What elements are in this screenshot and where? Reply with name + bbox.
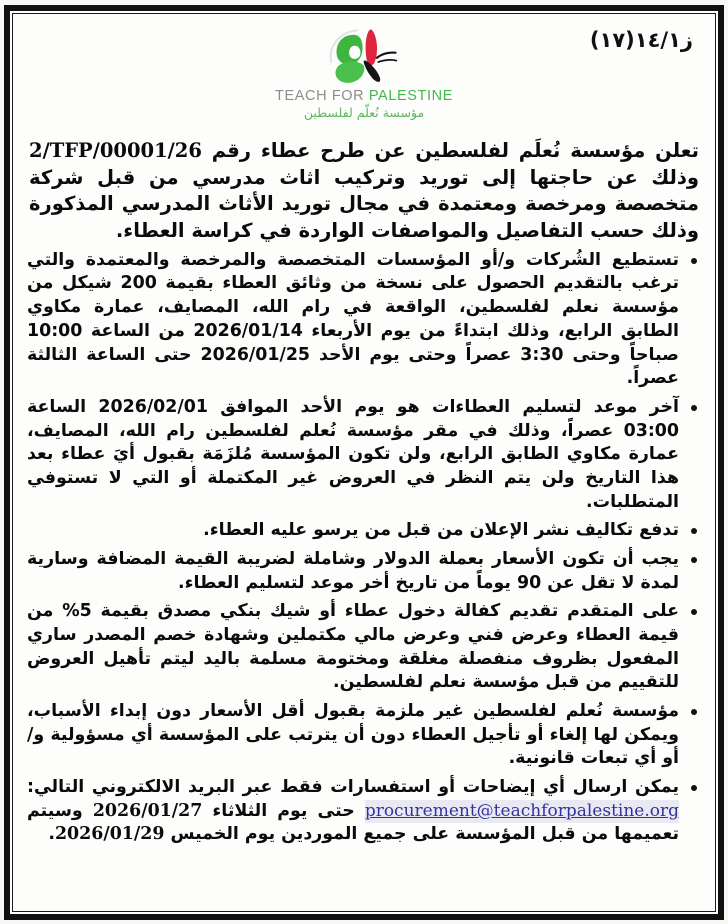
butterfly-icon [321, 26, 407, 88]
clause-item-advertising-costs [27, 519, 701, 543]
announcement-body [27, 138, 701, 847]
intro-text-part-1: تعلن مؤسسة نُعلَم لفلسطين عن طرح عطاء رقم [201, 139, 699, 162]
document-header [27, 24, 701, 136]
procurement-email-link[interactable]: procurement@teachforpalestine.org [365, 800, 679, 823]
reference-code: ز١٤/١(١٧) [589, 28, 693, 52]
clause-item-inquiries [27, 776, 701, 847]
clause-item-submission-deadline [27, 396, 701, 514]
clause-text: على المتقدم تقديم كفالة دخول عطاء أو شيك بنكي مصدق بقيمة 5% من قيمة العطاء وعرض فني وعرض مالي مكتملين وشهادة خصم المصدر ساري المفعول بظروف منفصلة مغلقة ومختومة مسلمة باليد ليتم تأهيل العروض للتقييم من قبل مؤسسة نعلم لفلسطين. [27, 601, 679, 693]
inquiry-tail-text-2: وسيتم تعميمها من قبل المؤسسة على جميع الموردين يوم الخميس [27, 800, 679, 845]
intro-text-part-2: وذلك عن حاجتها إلى توريد وتركيب اثاث مدرسي من قبل شركة متخصصة ومرخصة ومعتمدة في مجال توريد الأثاث المدرسي المذكورة وذلك حسب التفاصيل والمواصفات الواردة في كراسة العطاء. [29, 165, 699, 243]
logo-text-teach-for: TEACH FOR [275, 88, 369, 104]
clause-text: آخر موعد لتسليم العطاءات هو يوم الأحد الموافق 2026/02/01 الساعة 03:00 عصراً، وذلك في مقر مؤسسة نُعلم لفلسطين رام الله، المصايف، عمارة مكاوي الطابق الرابع، ولن تكون المؤسسة مُلزَمَة بقبول أيَ عطاء بعد هذا التاريخ ولن يتم النظر في العروض غير المكتملة أو التي لا تستوفي المتطلبات. [27, 396, 679, 512]
clause-text: تدفع تكاليف نشر الإعلان من قبل من يرسو عليه العطاء. [203, 520, 679, 541]
clause-item-no-obligation [27, 700, 701, 771]
inquiry-tail-text-3: . [48, 824, 55, 845]
logo-text-palestine: PALESTINE [368, 88, 453, 104]
page-outer-border [4, 5, 724, 920]
logo-wordmark-arabic: مؤسسة نُعلّم لفلسطين [303, 104, 425, 120]
clause-text: يجب أن تكون الأسعار بعملة الدولار وشاملة لضريبة القيمة المضافة وسارية لمدة لا تقل عن 90 يوماً من تاريخ أخر موعد لتسليم العطاء. [27, 548, 679, 593]
circulation-date: 2026/01/29 [54, 824, 165, 845]
intro-paragraph [27, 138, 701, 245]
clause-text: تستطيع الشُركات و/أو المؤسسات المتخصصة والمرخصة والمعتمدة والتي ترغب بالتقديم الحصول على نسخة من وثائق العطاء بقيمة 200 شيكل من مؤسسة نعلم لفلسطين، الواقعة في رام الله، المصايف، عمارة مكاوي الطابق الرابع، وذلك ابتداءً من يوم الأربعاء 2026/01/14 من الساعة 10:00 صباحاً وحتى 3:30 عصراً وحتى يوم الأحد 2026/01/25 حتى الساعة الثالثة عصراً. [27, 249, 679, 389]
organization-logo [27, 26, 701, 119]
clause-item-currency-validity [27, 548, 701, 595]
inquiry-deadline-date: 2026/01/27 [92, 800, 203, 821]
inquiry-tail-text-1: حتى يوم الثلاثاء [202, 800, 365, 821]
clause-item-bid-bond [27, 600, 701, 695]
clause-text: مؤسسة نُعلم لفلسطين غير ملزمة بقبول أقل الأسعار دون إبداء الأسباب، ويمكن لها إلغاء أو تأجيل العطاء دون أن يترتب على المؤسسة أي مسؤولية و/ أو أي تبعات قانونية. [27, 700, 679, 769]
clause-item-purchase-documents [27, 249, 701, 391]
logo-wordmark-latin [275, 89, 453, 104]
tender-number: 2/TFP/00001/26 [29, 139, 202, 162]
clause-list [27, 249, 701, 847]
inquiry-lead-text: يمكن ارسال أي إيضاحات أو استفسارات فقط عبر البريد الالكتروني التالي: [27, 776, 679, 797]
page-inner-border [12, 13, 716, 912]
